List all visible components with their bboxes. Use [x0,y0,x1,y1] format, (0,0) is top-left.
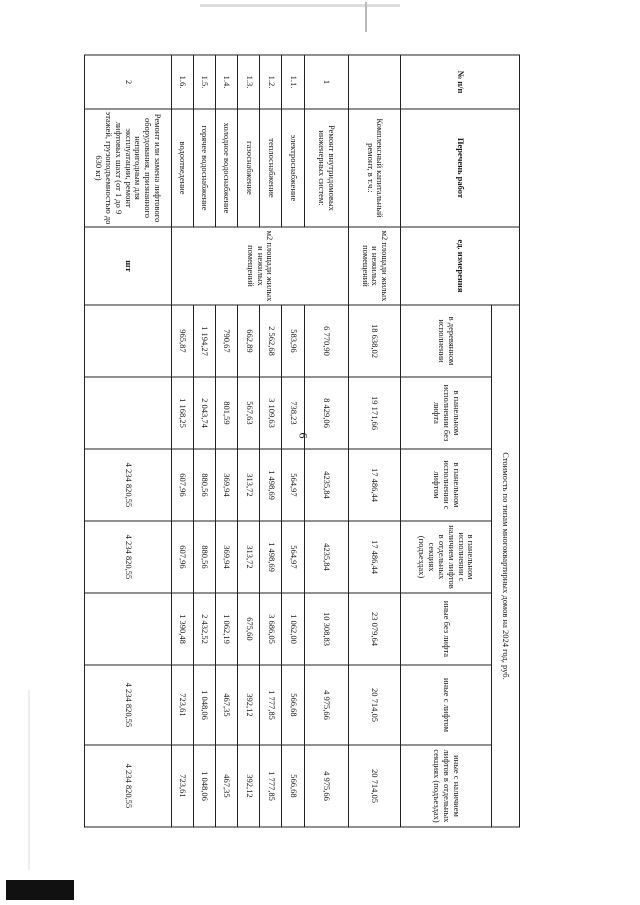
cell-value: 4 234 820,55 [85,665,172,745]
cell-value: 1 777,85 [260,745,282,827]
cell-value: 790,67 [215,305,237,377]
cell-value: 801,59 [215,377,237,449]
header-type-other-no-lift: иные без лифта [401,593,492,665]
cell-value: 1 498,69 [260,449,282,521]
cell-value: 313,72 [238,521,260,593]
scan-corner-mark [6,880,74,900]
cell-value: 18 638,02 [348,305,400,377]
cell-work-name: холодное водоснабжение [215,109,237,227]
cell-value: 20 714,05 [348,745,400,827]
cell-empty [85,305,172,377]
cell-value: 1 390,48 [171,593,193,665]
cell-num: 1.4. [215,55,237,109]
cell-value: 4 975,66 [304,665,348,745]
cell-value: 4 234 820,55 [85,745,172,827]
cell-value: 1 194,27 [193,305,215,377]
cell-unit: шт [85,227,172,305]
cell-value: 1 062,00 [282,593,304,665]
header-work-list: Перечень работ [401,109,520,227]
scan-smudge [28,690,30,870]
cell-value: 607,96 [171,449,193,521]
cell-value: 313,72 [238,449,260,521]
cell-value: 723,61 [171,665,193,745]
table-row [238,55,260,827]
cell-work-name: газоснабжение [238,109,260,227]
cell-value: 675,60 [238,593,260,665]
cell-value: 583,96 [282,305,304,377]
cell-empty [85,593,172,665]
cell-value: 880,56 [193,449,215,521]
header-num: № п/п [401,55,520,109]
table-container [84,55,520,827]
cell-unit: м2 площади жилых и нежилых помещений [348,227,400,305]
cell-value: 2 043,74 [193,377,215,449]
cell-num: 1.5. [193,55,215,109]
header-type-other-lift: иные с лифтом [401,665,492,745]
cell-value: 6 770,90 [304,305,348,377]
cell-value: 880,56 [193,521,215,593]
scan-smudge [200,4,400,7]
cell-work-name: Ремонт или замена лифтового оборудования, признанного непригодным для эксплуатации, ремонт лифтовых шахт (от 1 до 9 этажей, грузоподъемностью до 630 кг) [85,109,172,227]
cell-value: 369,94 [215,449,237,521]
cell-num: 1.6. [171,55,193,109]
cell-value: 965,87 [171,305,193,377]
cell-value: 567,63 [238,377,260,449]
cell-num: 1.2. [260,55,282,109]
cell-value: 467,35 [215,745,237,827]
cell-value: 2 562,68 [260,305,282,377]
header-type-panel-sections: в панельном исполнении с наличием лифтов в отдельных секциях (подъездах) [401,521,492,593]
cell-value: 4 234 820,55 [85,521,172,593]
cell-value: 369,94 [215,521,237,593]
cell-value: 1 498,69 [260,521,282,593]
cell-value: 17 486,44 [348,449,400,521]
table-row [215,55,237,827]
header-type-other-sections: иные с наличием лифтов в отдельных секциях (подъездах) [401,745,492,827]
cell-value: 566,68 [282,665,304,745]
cell-work-name: теплоснабжение [260,109,282,227]
cell-value: 564,97 [282,449,304,521]
cell-num: 1.3. [238,55,260,109]
cell-value: 4235,84 [304,449,348,521]
table-row-elevator [85,55,172,827]
cell-value: 3 686,05 [260,593,282,665]
page-number: 6 [296,432,311,439]
cell-value: 723,61 [171,745,193,827]
cell-num [348,55,400,109]
cell-value: 1 048,06 [193,745,215,827]
header-type-panel-no-lift: в панельном исполнении без лифта [401,377,492,449]
header-cost-title: Стоимость по типам многоквартирных домов на 2024 год, руб. [491,305,519,827]
table-row-complex [348,55,400,827]
cell-empty [85,377,172,449]
cell-value: 392,12 [238,665,260,745]
cell-value: 662,89 [238,305,260,377]
header-unit: ед. измерения [401,227,520,305]
cell-num: 1.1. [282,55,304,109]
cell-value: 564,97 [282,521,304,593]
table-row [304,55,348,827]
cell-work-name: водоотведение [171,109,193,227]
cell-value: 738,23 [282,377,304,449]
cell-value: 3 109,63 [260,377,282,449]
cell-value: 1 062,19 [215,593,237,665]
cell-value: 1 777,85 [260,665,282,745]
cell-value: 2 432,52 [193,593,215,665]
table-row [282,55,304,827]
cell-value: 23 079,64 [348,593,400,665]
cell-value: 467,35 [215,665,237,745]
table-row [260,55,282,827]
header-type-wooden: в деревянном исполнении [401,305,492,377]
cell-value: 20 714,05 [348,665,400,745]
cell-unit: м2 площади жилых и нежилых помещений [171,227,348,305]
cell-num: 2 [85,55,172,109]
cell-value: 8 429,06 [304,377,348,449]
table-row [171,55,193,827]
cell-value: 1 168,25 [171,377,193,449]
cell-work-name: электроснабжение [282,109,304,227]
cell-value: 607,96 [171,521,193,593]
scan-smudge [365,2,367,32]
cell-value: 19 171,66 [348,377,400,449]
cell-num: 1 [304,55,348,109]
cell-value: 17 486,44 [348,521,400,593]
cell-work-name: Ремонт внутридомовых инженерных систем: [304,109,348,227]
cell-value: 566,68 [282,745,304,827]
table-row [193,55,215,827]
cell-value: 392,12 [238,745,260,827]
cell-value: 4 234 820,55 [85,449,172,521]
cost-table [84,54,520,827]
cell-value: 4 975,66 [304,745,348,827]
cell-work-name: Комплексный капитальный ремонт, в т.ч.: [348,109,400,227]
cell-work-name: горячее водоснабжение [193,109,215,227]
header-type-panel-lift: в панельном исполнении с лифтом [401,449,492,521]
cell-value: 1 048,06 [193,665,215,745]
cell-value: 10 308,83 [304,593,348,665]
cell-value: 4235,84 [304,521,348,593]
